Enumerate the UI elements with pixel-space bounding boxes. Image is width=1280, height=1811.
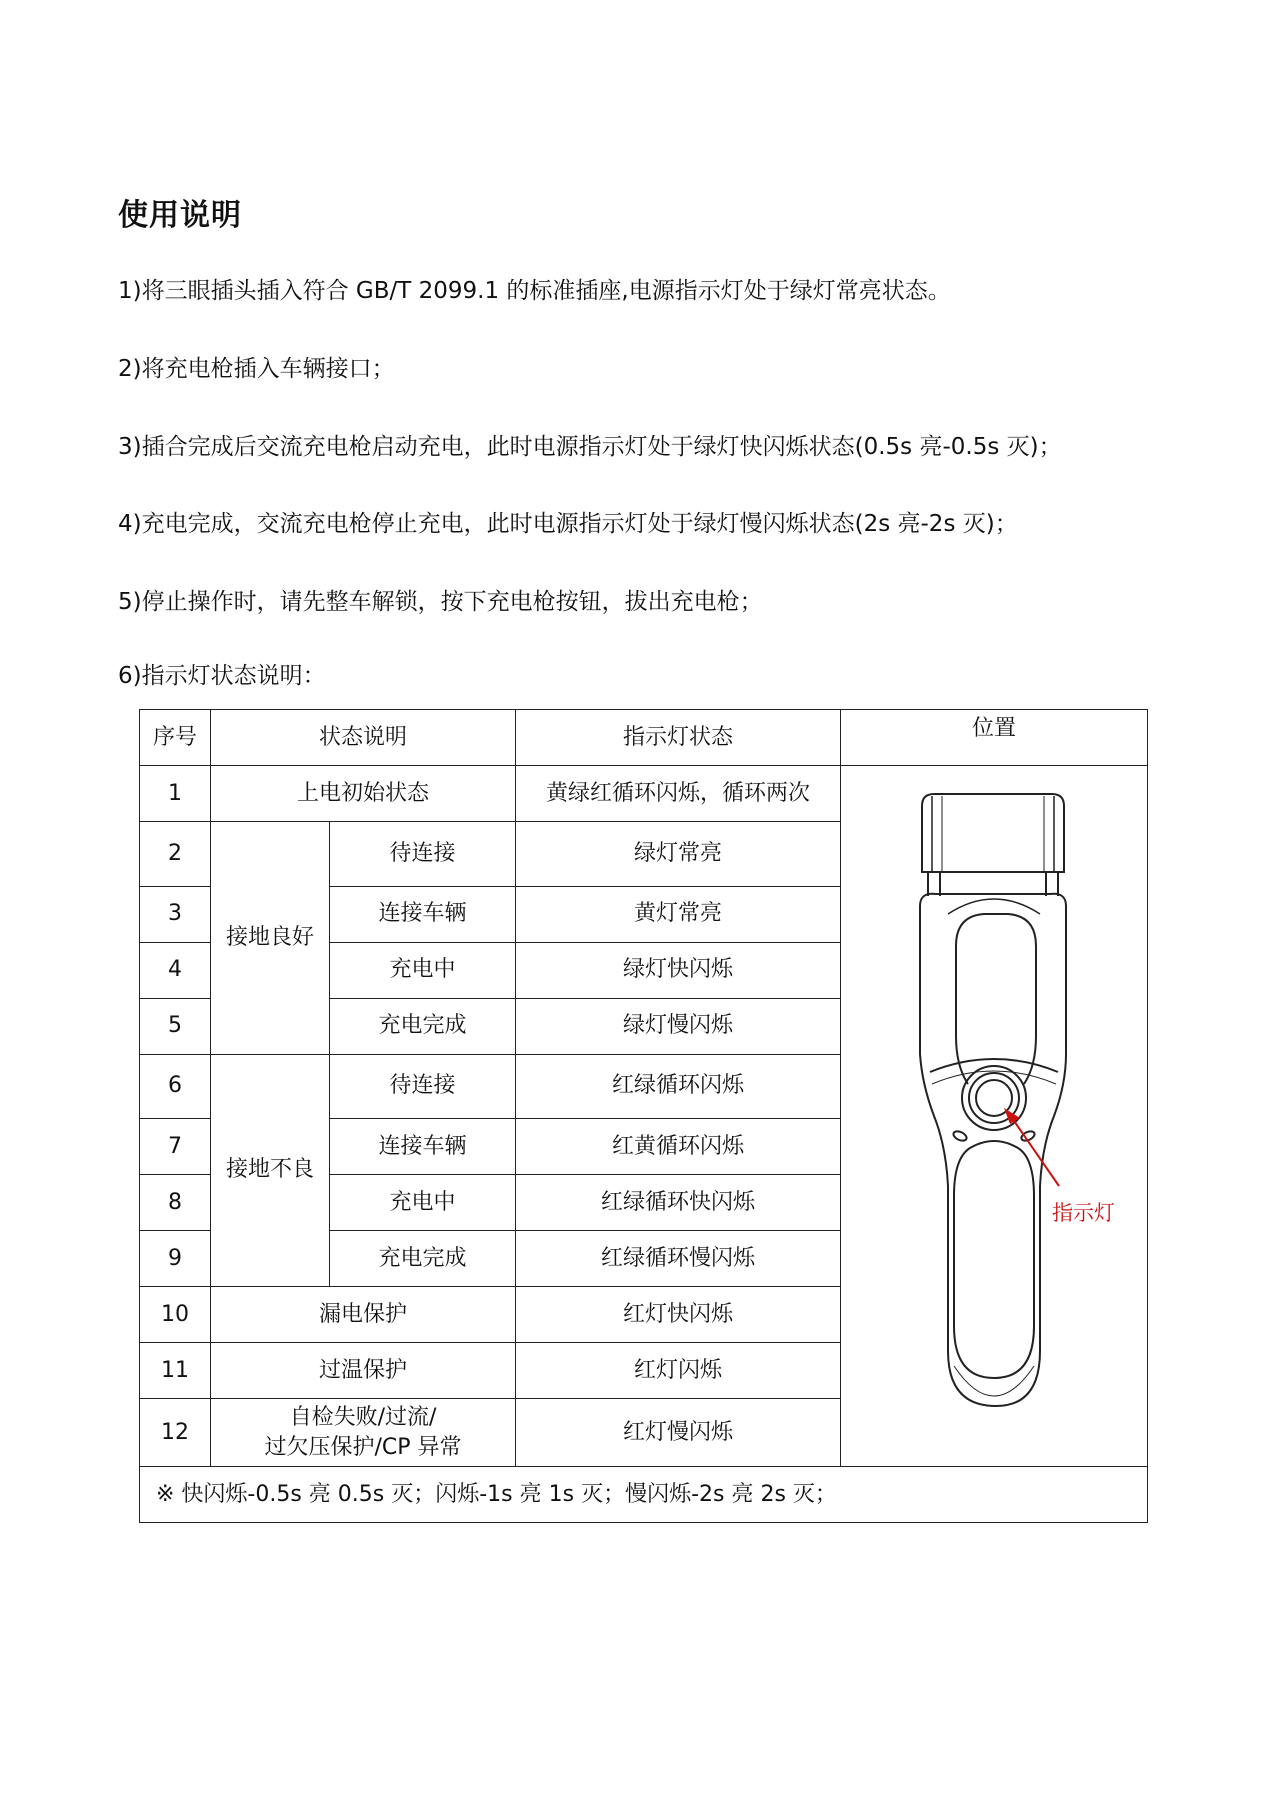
group-grounding-good: 接地良好 xyxy=(211,822,330,1055)
row-status: 充电完成 xyxy=(330,998,516,1054)
row-light: 红绿循环闪烁 xyxy=(516,1054,841,1119)
instruction-step-3: 3)插合完成后交流充电枪启动充电，此时电源指示灯处于绿灯快闪烁状态(0.5s 亮-0.5s 灭)； xyxy=(118,434,1062,460)
table-footnote: ※ 快闪烁-0.5s 亮 0.5s 灭；闪烁-1s 亮 1s 灭；慢闪烁-2s 亮 2s 灭； xyxy=(140,1467,1148,1523)
row-status: 上电初始状态 xyxy=(211,766,516,822)
row-status: 充电中 xyxy=(330,1175,516,1231)
indicator-arrow xyxy=(1012,1118,1059,1186)
indicator-light-ring xyxy=(962,1066,1026,1130)
row-status: 过温保护 xyxy=(211,1343,516,1399)
row-status: 充电中 xyxy=(330,942,516,998)
row-light: 绿灯快闪烁 xyxy=(516,942,841,998)
table-header-row xyxy=(140,710,1148,766)
row-seq: 9 xyxy=(140,1231,211,1287)
row-light: 红绿循环慢闪烁 xyxy=(516,1231,841,1287)
instruction-step-5: 5)停止操作时，请先整车解锁，按下充电枪按钮，拔出充电枪； xyxy=(118,589,763,615)
indicator-status-table xyxy=(139,709,1148,1523)
charging-gun-diagram xyxy=(844,766,1144,1466)
row-light: 红黄循环闪烁 xyxy=(516,1119,841,1175)
group-grounding-bad: 接地不良 xyxy=(211,1054,330,1287)
indicator-label: 指示灯 xyxy=(1052,1201,1116,1225)
grip-recess xyxy=(954,1141,1034,1378)
header-position: 位置 xyxy=(841,710,1148,766)
page-title: 使用说明 xyxy=(118,198,242,233)
plug-cap xyxy=(922,794,1064,872)
row-light: 黄灯常亮 xyxy=(516,886,841,942)
row-status: 待连接 xyxy=(330,1054,516,1119)
row-status-line-1: 自检失败/过流/ xyxy=(289,1404,437,1430)
row-status: 待连接 xyxy=(330,822,516,887)
row-seq: 4 xyxy=(140,942,211,998)
table-row xyxy=(140,766,1148,822)
row-seq: 7 xyxy=(140,1119,211,1175)
row-light: 红灯闪烁 xyxy=(516,1343,841,1399)
row-seq: 10 xyxy=(140,1287,211,1343)
handle-body xyxy=(920,894,1066,1406)
row-seq: 3 xyxy=(140,886,211,942)
row-light: 红灯慢闪烁 xyxy=(516,1399,841,1467)
row-seq: 6 xyxy=(140,1054,211,1119)
row-light: 绿灯慢闪烁 xyxy=(516,998,841,1054)
row-seq: 5 xyxy=(140,998,211,1054)
row-seq: 11 xyxy=(140,1343,211,1399)
row-status: 漏电保护 xyxy=(211,1287,516,1343)
header-status: 状态说明 xyxy=(211,710,516,766)
position-diagram-cell xyxy=(841,766,1148,1467)
row-seq: 8 xyxy=(140,1175,211,1231)
row-status: 充电完成 xyxy=(330,1231,516,1287)
row-light: 绿灯常亮 xyxy=(516,822,841,887)
instruction-step-1: 1)将三眼插头插入符合 GB/T 2099.1 的标准插座,电源指示灯处于绿灯常亮状态。 xyxy=(118,278,951,304)
row-light: 黄绿红循环闪烁，循环两次 xyxy=(516,766,841,822)
instruction-step-6: 6)指示灯状态说明： xyxy=(118,663,326,689)
instruction-step-2: 2)将充电枪插入车辆接口； xyxy=(118,356,395,382)
header-light: 指示灯状态 xyxy=(516,710,841,766)
row-seq: 1 xyxy=(140,766,211,822)
row-light: 红绿循环快闪烁 xyxy=(516,1175,841,1231)
table-footnote-row xyxy=(140,1467,1148,1523)
row-seq: 2 xyxy=(140,822,211,887)
row-seq: 12 xyxy=(140,1399,211,1467)
row-light: 红灯快闪烁 xyxy=(516,1287,841,1343)
row-status-line-2: 过欠压保护/CP 异常 xyxy=(264,1434,462,1460)
instruction-step-4: 4)充电完成，交流充电枪停止充电，此时电源指示灯处于绿灯慢闪烁状态(2s 亮-2s 灭)； xyxy=(118,511,1018,537)
row-status: 连接车辆 xyxy=(330,1119,516,1175)
header-seq: 序号 xyxy=(140,710,211,766)
row-status-multiline xyxy=(211,1399,516,1467)
row-status: 连接车辆 xyxy=(330,886,516,942)
